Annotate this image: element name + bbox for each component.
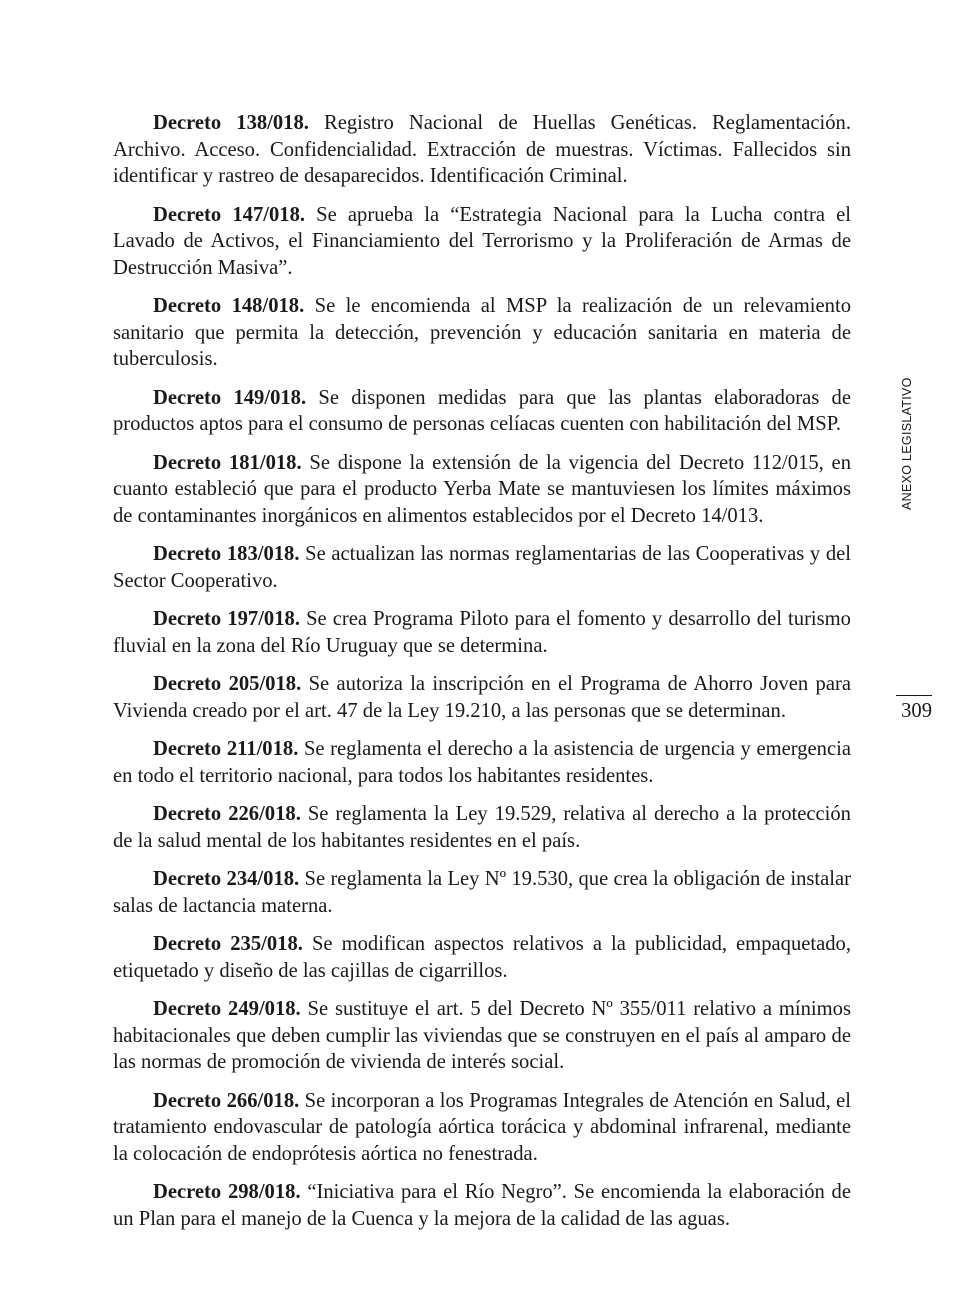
decree-entry — [113, 866, 851, 919]
decree-code: Decreto 148/018. — [153, 295, 305, 317]
decree-entry — [113, 606, 851, 659]
decree-description: Se le encomienda al MSP la realización de un relevamiento sanitario que permita la detección, prevención y educación sanitaria en materia de tuberculosis. — [113, 295, 851, 370]
decree-list — [113, 110, 851, 1244]
decree-code: Decreto 235/018. — [153, 933, 303, 955]
decree-description: Se incorporan a los Programas Integrales de Atención en Salud, el tratamiento endovascular de patología aórtica torácica y abdominal infrarenal, mediante la colocación de endoprótesis aórtica no fenestrada. — [113, 1089, 851, 1165]
decree-description: Se actualizan las normas reglamentarias de las Cooperativas y del Sector Cooperativo. — [113, 543, 851, 592]
decree-code: Decreto 226/018. — [153, 803, 301, 825]
decree-description: Se reglamenta el derecho a la asistencia de urgencia y emergencia en todo el territorio nacional, para todos los habitantes residentes. — [113, 738, 851, 787]
decree-description: Registro Nacional de Huellas Genéticas. Reglamentación. Archivo. Acceso. Confidencialidad. Extracción de muestras. Víctimas. Fallecidos sin identificar y rastreo de desaparecidos. Identificación Criminal. — [113, 112, 851, 187]
decree-entry — [113, 110, 851, 190]
decree-entry — [113, 385, 851, 438]
decree-entry — [113, 736, 851, 789]
decree-code: Decreto 147/018. — [153, 203, 306, 226]
section-side-label: ANEXO LEGISLATIVO — [900, 377, 914, 510]
decree-description: Se reglamenta la Ley 19.529, relativa al derecho a la protección de la salud mental de los habitantes residentes en el país. — [113, 803, 851, 852]
decree-code: Decreto 138/018. — [153, 112, 309, 134]
page-number-rule — [896, 695, 932, 696]
decree-entry — [113, 1179, 851, 1232]
decree-code: Decreto 234/018. — [153, 868, 300, 890]
decree-entry — [113, 801, 851, 854]
decree-description: Se aprueba la “Estrategia Nacional para la Lucha contra el Lavado de Activos, el Financiamiento del Terrorismo y la Proliferación de Armas de Destrucción Masiva”. — [113, 203, 851, 279]
decree-entry — [113, 931, 851, 984]
decree-entry — [113, 671, 851, 724]
decree-code: Decreto 205/018. — [153, 673, 302, 695]
decree-code: Decreto 266/018. — [153, 1089, 300, 1112]
decree-entry — [113, 541, 851, 594]
decree-description: Se reglamenta la Ley Nº 19.530, que crea la obligación de instalar salas de lactancia materna. — [113, 868, 851, 917]
decree-entry — [113, 1088, 851, 1168]
decree-description: “Iniciativa para el Río Negro”. Se encomienda la elaboración de un Plan para el manejo de la Cuenca y la mejora de la calidad de las aguas. — [113, 1181, 851, 1230]
decree-code: Decreto 183/018. — [153, 543, 300, 565]
decree-description: Se crea Programa Piloto para el fomento y desarrollo del turismo fluvial en la zona del Río Uruguay que se determina. — [113, 608, 851, 657]
decree-code: Decreto 211/018. — [153, 738, 299, 760]
page-number: 309 — [901, 700, 932, 722]
decree-description: Se modifican aspectos relativos a la publicidad, empaquetado, etiquetado y diseño de las cajillas de cigarrillos. — [113, 933, 851, 982]
decree-entry — [113, 202, 851, 282]
decree-code: Decreto 298/018. — [153, 1181, 301, 1203]
decree-entry — [113, 996, 851, 1076]
decree-entry — [113, 450, 851, 530]
decree-description: Se sustituye el art. 5 del Decreto Nº 355/011 relativo a mínimos habitacionales que deben cumplir las viviendas que se construyen en el país al amparo de las normas de promoción de vivienda de interés social. — [113, 998, 851, 1073]
decree-description: Se autoriza la inscripción en el Programa de Ahorro Joven para Vivienda creado por el art. 47 de la Ley 19.210, a las personas que se determinan. — [113, 673, 851, 722]
decree-code: Decreto 197/018. — [153, 608, 300, 630]
decree-description: Se dispone la extensión de la vigencia del Decreto 112/015, en cuanto estableció que para el producto Yerba Mate se mantuviesen los límites máximos de contaminantes inorgánicos en alimentos establecidos por el Decreto 14/013. — [113, 451, 851, 527]
decree-entry — [113, 293, 851, 373]
decree-code: Decreto 249/018. — [153, 998, 301, 1020]
decree-code: Decreto 181/018. — [153, 451, 302, 474]
decree-description: Se disponen medidas para que las plantas elaboradoras de productos aptos para el consumo de personas celíacas cuenten con habilitación del MSP. — [113, 386, 851, 435]
decree-code: Decreto 149/018. — [153, 386, 307, 409]
